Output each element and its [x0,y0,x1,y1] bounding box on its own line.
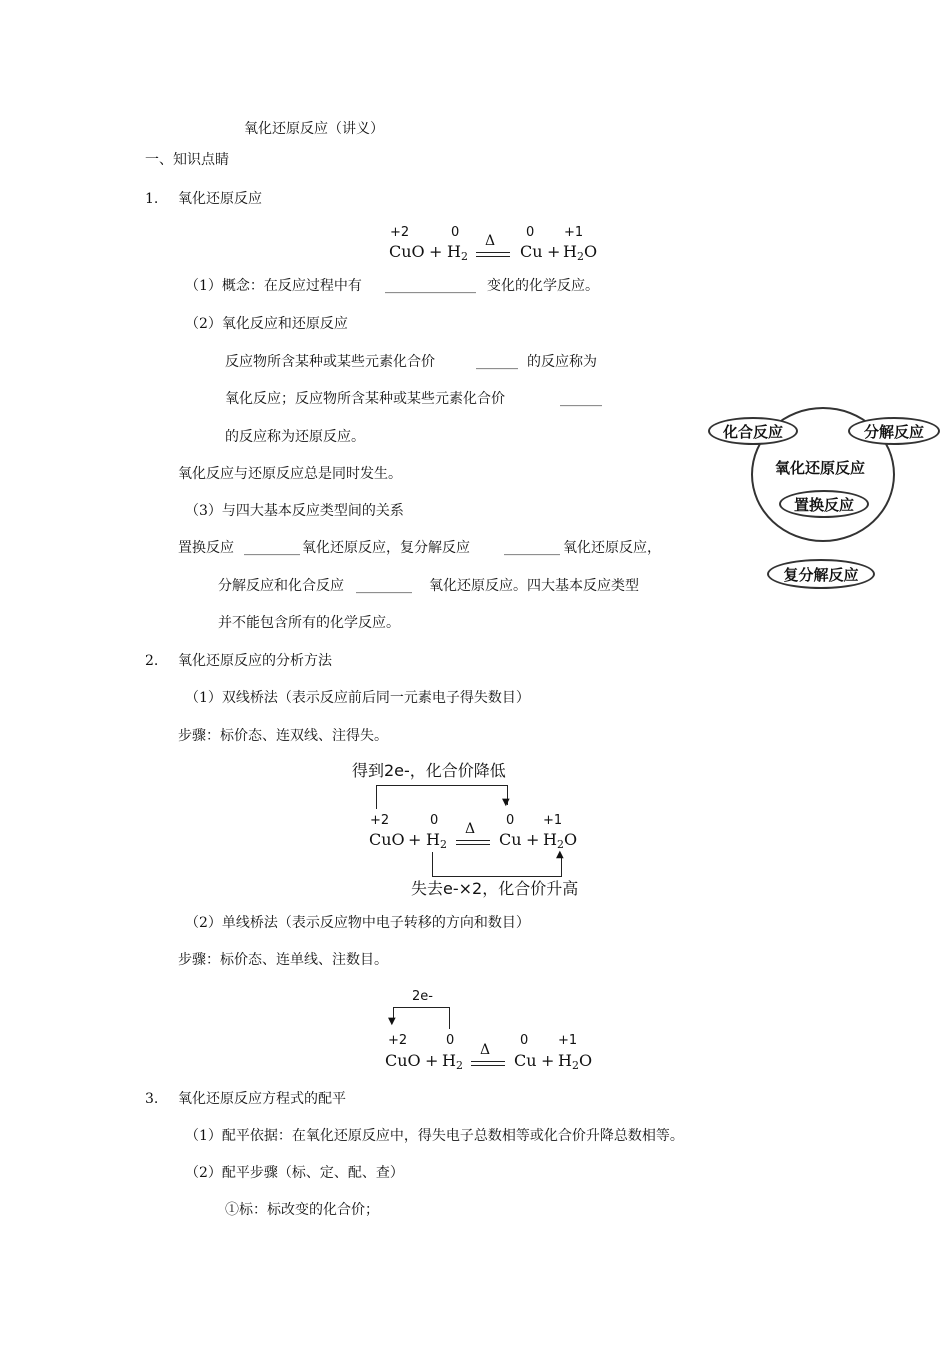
oxidation-state: 0 [526,225,535,240]
formula-h2o: $H_2O$ [558,1051,593,1072]
item-number-3: 3. [145,1091,159,1107]
formula-cuo: CuO [389,242,425,261]
paragraph: 氧化反应与还原反应总是同时发生。 [178,466,402,482]
bridge-line [449,1007,450,1029]
plus-sign: + [541,1051,555,1070]
oxidation-state: +1 [564,225,584,240]
plus-sign: + [526,830,540,849]
formula-h2o: $H_2O$ [543,830,578,851]
displacement-ellipse: 置换反应 [779,490,869,518]
equals-line [471,1065,505,1066]
plus-sign: + [425,1051,439,1070]
paragraph: 氧化还原反应， [563,540,661,556]
paragraph: 变化的化学反应。 [487,278,599,294]
oxidation-state: +2 [390,225,410,240]
paragraph: 氧化还原反应。四大基本反应类型 [429,578,639,594]
paragraph: 步骤：标价态、连单线、注数目。 [178,952,388,968]
bridge-line [561,857,562,877]
oxidation-state: +1 [543,813,563,828]
oxidation-state: +1 [558,1033,578,1048]
item-number-1: 1. [145,191,159,207]
oxidation-state: 0 [520,1033,529,1048]
paragraph: 氧化还原反应，复分解反应 [302,540,470,556]
fill-blank: ________ [504,540,560,556]
lose-label: 失去e-×2，化合价升高 [411,879,579,898]
formula-cuo: CuO [369,830,405,849]
formula-cu: Cu [499,830,522,849]
paragraph: （3）与四大基本反应类型间的关系 [185,503,404,519]
paragraph: 置换反应 [178,540,234,556]
paragraph: （1）双线桥法（表示反应前后同一元素电子得失数目） [185,690,530,706]
oxidation-state: 0 [430,813,439,828]
fill-blank: ______ [476,354,518,370]
combination-ellipse: 化合反应 [708,417,798,445]
section-heading: 一、知识点睛 [145,152,229,168]
page-title: 氧化还原反应（讲义） [244,121,384,137]
item-title-3: 氧化还原反应方程式的配平 [178,1091,346,1107]
oxidation-state: 0 [506,813,515,828]
fill-blank: ________ [244,540,300,556]
electron-label: 2e- [412,989,433,1004]
equals-line [476,256,510,257]
formula-h2: $H_2$ [426,830,447,851]
equals-line [456,844,490,845]
plus-sign: + [547,242,561,261]
fill-blank: ________ [356,578,412,594]
arrow-down-icon: ▼ [388,1016,396,1027]
paragraph: ①标：标改变的化合价； [225,1202,379,1218]
item-number-2: 2. [145,653,159,669]
paragraph: 步骤：标价态、连双线、注得失。 [178,728,388,744]
item-title-2: 氧化还原反应的分析方法 [178,653,332,669]
paragraph: 并不能包含所有的化学反应。 [218,615,400,631]
gain-label: 得到2e-，化合价降低 [352,761,506,780]
plus-sign: + [408,830,422,849]
paragraph: （1）概念：在反应过程中有 [185,278,362,294]
equals-line [476,252,510,253]
paragraph: （2）氧化反应和还原反应 [185,316,348,332]
double-decomposition-ellipse: 复分解反应 [767,559,875,589]
paragraph: 氧化反应；反应物所含某种或某些元素化合价 [225,391,505,407]
bridge-line [376,785,508,786]
arrow-up-icon: ▲ [556,849,564,860]
paragraph: 的反应称为 [527,354,597,370]
delta-symbol: Δ [465,821,476,837]
equals-line [471,1061,505,1062]
paragraph: 的反应称为还原反应。 [225,429,365,445]
oxidation-state: +2 [370,813,390,828]
formula-h2o: $H_2O$ [563,242,598,263]
oxidation-state: 0 [446,1033,455,1048]
fill-blank: _____________ [385,278,476,294]
plus-sign: + [429,242,443,261]
paragraph: 反应物所含某种或某些元素化合价 [225,354,435,370]
formula-cu: Cu [514,1051,537,1070]
paragraph: （1）配平依据：在氧化还原反应中，得失电子总数相等或化合价升降总数相等。 [185,1128,684,1144]
delta-symbol: Δ [480,1042,491,1058]
bridge-line [432,876,562,877]
equals-line [456,840,490,841]
decomposition-ellipse: 分解反应 [848,417,940,445]
formula-h2: $H_2$ [442,1051,463,1072]
bridge-line [393,1007,450,1008]
oxidation-state: 0 [451,225,460,240]
paragraph: （2）单线桥法（表示反应物中电子转移的方向和数目） [185,915,530,931]
paragraph: 分解反应和化合反应 [218,578,344,594]
fill-blank: ______ [560,391,602,407]
item-title-1: 氧化还原反应 [178,191,262,207]
formula-h2: $H_2$ [447,242,468,263]
formula-cuo: CuO [385,1051,421,1070]
formula-cu: Cu [520,242,543,261]
arrow-down-icon: ▼ [502,797,510,808]
redox-label: 氧化还原反应 [775,459,866,477]
bridge-line [432,852,433,877]
bridge-line [376,785,377,809]
oxidation-state: +2 [388,1033,408,1048]
delta-symbol: Δ [485,233,496,249]
paragraph: （2）配平步骤（标、定、配、查） [185,1165,404,1181]
